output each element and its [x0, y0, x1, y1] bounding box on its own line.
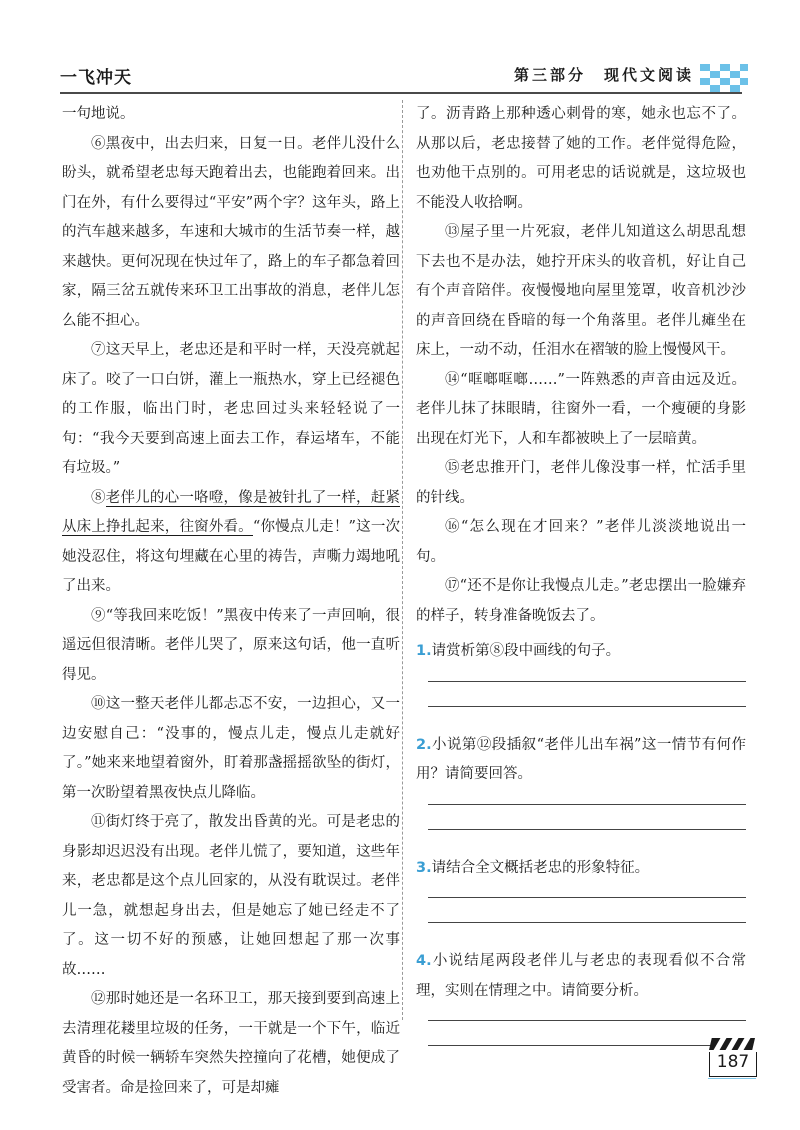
answer-line[interactable] — [428, 897, 746, 898]
question-text: 小说第⑫段插叙“老伴儿出车祸”这一情节有何作用？请简要回答。 — [416, 736, 746, 782]
answer-line[interactable] — [428, 804, 746, 805]
question-text: 请赏析第⑧段中画线的句子。 — [431, 643, 621, 659]
question-number: 2. — [416, 736, 432, 753]
checker-decoration — [700, 64, 748, 94]
question-number: 3. — [416, 859, 432, 876]
column-divider — [402, 100, 403, 1020]
header-rule — [60, 92, 742, 94]
right-column — [416, 100, 746, 1070]
question-1 — [416, 637, 746, 707]
paragraph: 一句地说。 — [62, 106, 135, 122]
question-2 — [416, 731, 746, 830]
brand-logo: 一飞冲天 — [60, 68, 132, 88]
clapper-stripes — [709, 1038, 755, 1050]
question-number: 4. — [416, 953, 432, 969]
answer-line[interactable] — [428, 1020, 746, 1021]
answer-line[interactable] — [428, 706, 746, 707]
question-number: 1. — [416, 643, 432, 659]
paragraph-13: ⑬屋子里一片死寂，老伴儿知道这么胡思乱想下去也不是办法，她拧开床头的收音机，好让自己有个声音陪伴。夜慢慢地向屋里笼罩，收音机沙沙的声音回绕在昏暗的每一个角落里。老伴儿瘫坐在床上，一动不动，任泪水在褶皱的脸上慢慢风干。 — [416, 224, 746, 358]
answer-line[interactable] — [428, 1045, 746, 1046]
paragraph-7: ⑦这天早上，老忠还是和平时一样，天没亮就起床了。咬了一口白饼，灌上一瓶热水，穿上已经褪色的工作服，临出门时，老忠回过头来轻轻说了一句：“我今天要到高速上面去工作，春运堵车，不能有垃圾。” — [62, 342, 400, 476]
paragraph-12-cont: 了。沥青路上那种透心刺骨的寒，她永也忘不了。从那以后，老忠接替了她的工作。老伴觉得危险，也劝他干点别的。可用老忠的话说就是，这垃圾也不能没人收拾啊。 — [416, 106, 746, 211]
answer-line[interactable] — [428, 829, 746, 830]
question-4 — [416, 947, 746, 1046]
paragraph-6: ⑥黑夜中，出去归来，日复一日。老伴儿没什么盼头，就希望老忠每天跑着出去，也能跑着回来。出门在外，有什么要得过“平安”两个字？这年头，路上的汽车越来越多，车速和大城市的生活节奏一样，越来越快。更何况现在快过年了，路上的车子都急着回家，隔三岔五就传来环卫工出事故的消息，老伴儿怎么能不担心。 — [62, 135, 400, 329]
paragraph-16: ⑯“怎么现在才回来？”老伴儿淡淡地说出一句。 — [416, 519, 746, 565]
section-title: 第三部分 现代文阅读 — [513, 66, 694, 84]
paragraph-15: ⑮老忠推开门，老伴儿像没事一样，忙活手里的针线。 — [416, 460, 746, 506]
question-text: 小说结尾两段老伴儿与老忠的表现看似不合常理，实则在情理之中。请简要分析。 — [416, 953, 746, 999]
paragraph-14: ⑭“哐啷哐啷……”一阵熟悉的声音由远及近。老伴儿抹了抹眼睛，往窗外一看，一个瘦硬的身影出现在灯光下，人和车都被映上了一层暗黄。 — [416, 371, 746, 447]
answer-line[interactable] — [428, 681, 746, 682]
page-number: 187 — [716, 1052, 750, 1072]
left-column — [62, 100, 400, 1103]
paragraph-11: ⑪街灯终于亮了，散发出昏黄的光。可是老忠的身影却迟迟没有出现。老伴儿慌了，要知道，这些年来，老忠都是这个点儿回家的，从没有耽误过。老伴儿一急，就想起身出去，但是她忘了她已经走不了了。这一切不好的预感，让她回想起了那一次事故…… — [62, 814, 400, 978]
paragraph-8: ⑧老伴儿的心一咯噔，像是被针扎了一样，赶紧从床上挣扎起来，往窗外看。“你慢点儿走！”这一次她没忍住，将这句埋藏在心里的祷告，声嘶力竭地吼了出来。 — [62, 489, 401, 594]
question-text: 请结合全文概括老忠的形象特征。 — [431, 859, 650, 876]
paragraph-17: ⑰“还不是你让我慢点儿走。”老忠摆出一脸嫌弃的样子，转身准备晚饭去了。 — [416, 578, 746, 624]
underlined-sentence: 老伴儿的心一咯噔，像是被针扎了一样，赶紧从床上挣扎起来，往窗外看。 — [62, 489, 401, 535]
paragraph-10: ⑩这一整天老伴儿都忐忑不安，一边担心，又一边安慰自己：“没事的，慢点儿走，慢点儿走就好了。”她来来地望着窗外，盯着那盏摇摇欲坠的街灯，第一次盼望着黑夜快点儿降临。 — [62, 696, 400, 801]
answer-line[interactable] — [428, 922, 746, 923]
question-3 — [416, 854, 746, 924]
paragraph-9: ⑨“等我回来吃饭！”黑夜中传来了一声回响，很遥远但很清晰。老伴儿哭了，原来这句话，他一直听得见。 — [62, 607, 400, 683]
page-header — [0, 0, 800, 108]
footer-rule — [708, 1078, 756, 1079]
page-number-badge — [709, 1038, 755, 1078]
paragraph-12: ⑫那时她还是一名环卫工，那天接到要到高速上去清理花耧里垃圾的任务，一干就是一个下午，临近黄昏的时候一辆轿车突然失控撞向了花槽，她便成了受害者。命是捡回来了，可是却瘫 — [62, 991, 400, 1096]
